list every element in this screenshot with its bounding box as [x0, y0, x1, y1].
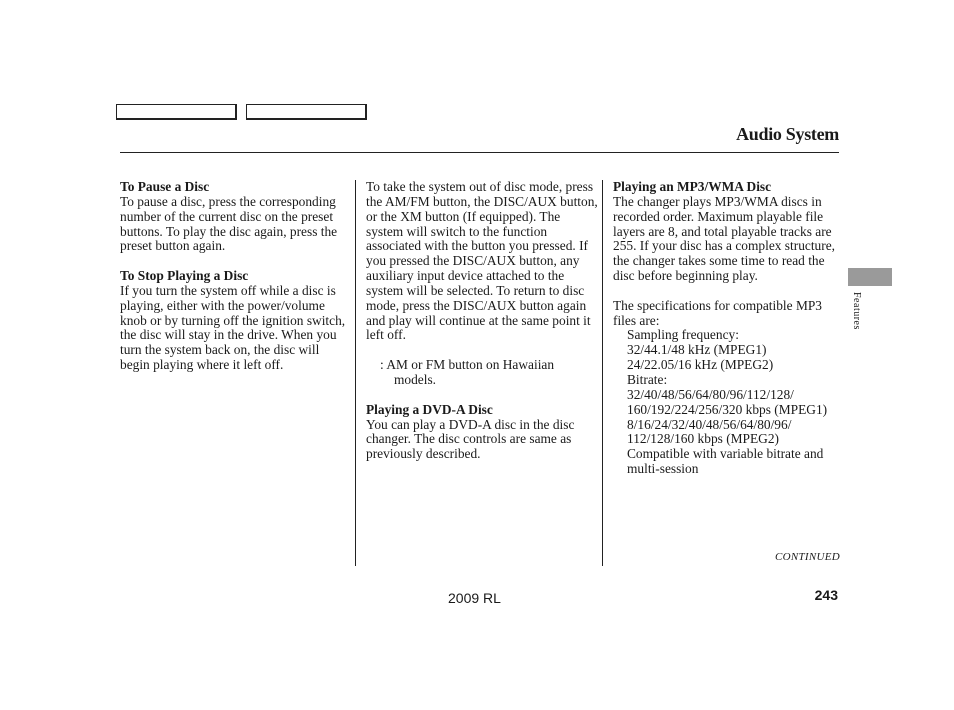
spec-list — [613, 328, 841, 476]
paragraph-stop-playing: If you turn the system off while a disc is playing, either with the power/volume knob or by turning off the ignition switch, the disc will stay in the drive. When you turn the system back on, the disc will begin playing where it left off. — [120, 282, 346, 373]
column-3 — [613, 180, 841, 477]
paragraph-disc-mode: To take the system out of disc mode, press the AM/FM button, the DISC/AUX button, or the XM button (If equipped). The system will switch to the function associated with the button you pressed. If you pressed the DISC/AUX button, any auxiliary input device attached to the system will be selected. To return to disc mode, press the DISC/AUX button again and play will continue at the same point it left off. — [366, 179, 598, 343]
spec-item: 32/40/48/56/64/80/96/112/128/ 160/192/224/256/320 kbps (MPEG1) — [627, 386, 828, 417]
nav-tab-1[interactable] — [116, 104, 237, 120]
spec-item: Compatible with variable bitrate and multi-session — [627, 446, 824, 477]
column-divider-2 — [602, 180, 603, 566]
column-2 — [366, 180, 598, 462]
paragraph-pause-disc: To pause a disc, press the corresponding number of the current disc on the preset buttons. To play the disc again, press the preset button again. — [120, 193, 338, 254]
spec-item: Bitrate: — [627, 371, 668, 387]
header-rule — [120, 152, 839, 153]
heading-mp3-wma: Playing an MP3/WMA Disc — [613, 179, 772, 194]
paragraph-specs-intro: The specifications for compatible MP3 files are: — [613, 297, 822, 328]
nav-tab-2[interactable] — [246, 104, 367, 120]
spec-item: Sampling frequency: — [627, 327, 739, 343]
heading-pause-disc: To Pause a Disc — [120, 179, 210, 194]
section-thumb-tab[interactable] — [848, 268, 892, 286]
section-title: Audio System — [736, 124, 839, 144]
footnote-hawaiian: : AM or FM button on Hawaiian models. — [380, 357, 555, 387]
column-1 — [120, 180, 350, 373]
continued-label: CONTINUED — [774, 551, 840, 563]
paragraph-dvd-a: You can play a DVD-A disc in the disc changer. The disc controls are same as previously described. — [366, 416, 575, 462]
page-number: 243 — [814, 587, 838, 603]
heading-stop-playing: To Stop Playing a Disc — [120, 268, 249, 284]
paragraph-mp3-wma: The changer plays MP3/WMA discs in recorded order. Maximum playable file layers are 8, and total playable tracks are 255. If your disc has a complex structure, the changer takes some time to read the disc before beginning play. — [613, 193, 835, 284]
heading-dvd-a: Playing a DVD-A Disc — [366, 401, 493, 417]
model-year: 2009 RL — [448, 590, 501, 606]
spec-item: 32/44.1/48 kHz (MPEG1) — [627, 342, 767, 358]
spec-item: 24/22.05/16 kHz (MPEG2) — [627, 357, 774, 373]
spec-item: 8/16/24/32/40/48/56/64/80/96/ 112/128/160 kbps (MPEG2) — [627, 416, 792, 447]
section-side-label: Features — [851, 292, 862, 330]
column-divider-1 — [355, 180, 356, 566]
